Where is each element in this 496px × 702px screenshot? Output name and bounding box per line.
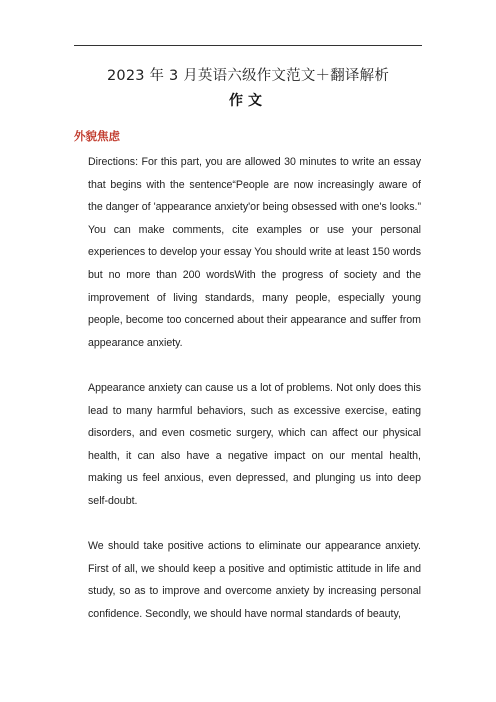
essay-topic-heading: 外貌焦虑: [74, 129, 120, 143]
essay-body: [88, 151, 421, 648]
header-rule: [74, 45, 422, 46]
paragraph-problems: Appearance anxiety can cause us a lot of problems. Not only does this lead to many harmful behaviors, such as excessive exercise, eating disorders, and even cosmetic surgery, which can affect our physical health, it can also have a negative impact on our mental health, making us feel anxious, even depressed, and plunging us into deep self-doubt.: [88, 381, 421, 507]
section-heading: 作文: [229, 93, 267, 109]
paragraph-directions: Directions: For this part, you are allowed 30 minutes to write an essay that begins with the sentence“People are now increasingly aware of the danger of 'appearance anxiety'or being obsessed with one's looks.” You can make comments, cite examples or use your personal experiences to develop your essay You should write at least 150 words but no more than 200 wordsWith the progress of society and the improvement of living standards, many people, especially young people, become too concerned about their appearance and suffer from appearance anxiety.: [88, 156, 421, 349]
paragraph-solutions: We should take positive actions to eliminate our appearance anxiety. First of all, we should keep a positive and optimistic attitude in life and study, so as to improve and overcome anxiety by increasing personal confidence. Secondly, we should have normal standards of beauty,: [88, 540, 421, 620]
document-title: 2023 年 3 月英语六级作文范文＋翻译解析: [106, 68, 390, 84]
